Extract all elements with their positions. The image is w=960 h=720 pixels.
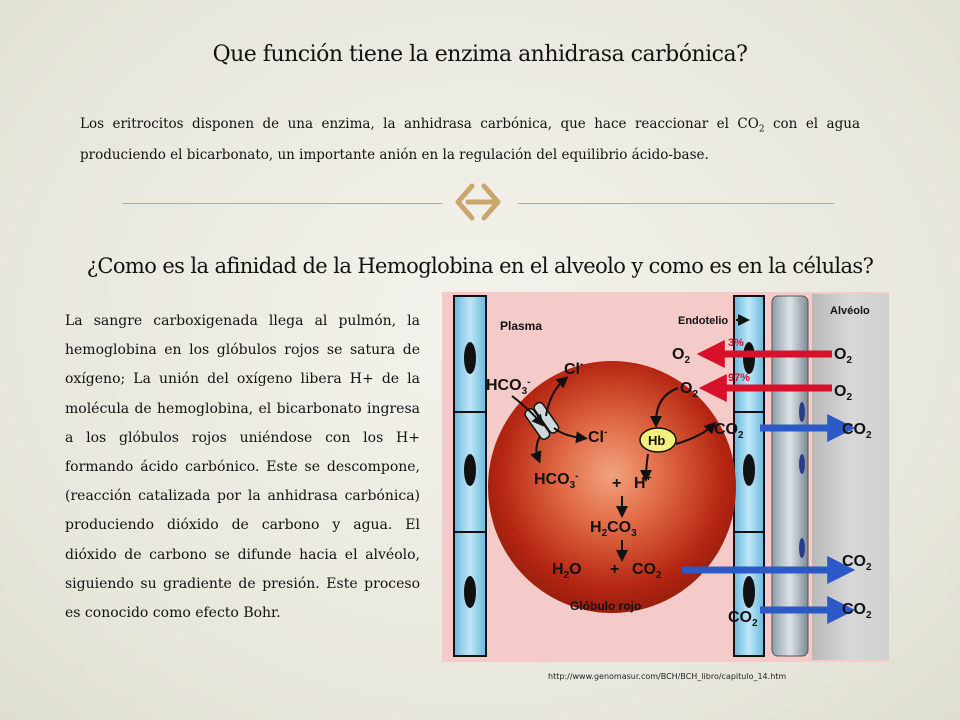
pct-97-label: 97%: [728, 372, 751, 384]
source-credit: http://www.genomasur.com/BCH/BCH_libro/capitulo_14.htm: [548, 672, 787, 681]
co2-alveolo-1: $CO_2$: [842, 421, 872, 441]
co2-alveolo-3: $CO_2$: [842, 601, 872, 621]
pct-3-label: 3%: [728, 337, 744, 349]
h2o: $H_2O$: [552, 561, 582, 581]
para1-part-a: Los eritrocitos disponen de una enzima, la anhidrasa carbónica, que hace reaccionar el CO: [80, 116, 759, 132]
co2-cell-bottom: $CO_2$: [632, 561, 662, 581]
section-title: ¿Como es la afinidad de la Hemoglobina en el alveolo y como es en la células?: [86, 254, 874, 278]
divider-left: [122, 203, 442, 204]
co2-cell-top: $CO_2$: [714, 421, 744, 441]
para1-part-b: con el agua produciendo el bicarbonato, un importante anión en la regulación del equilibrio ácido-base.: [80, 116, 860, 163]
plus-2: +: [610, 561, 620, 578]
h-plus: H+: [634, 473, 652, 492]
h2co3: $H_2CO_3$: [590, 519, 637, 539]
paragraph-anhidrasa: [80, 112, 860, 168]
plasma-label: Plasma: [500, 319, 543, 333]
o2-alveolo-1: $O_2$: [834, 346, 853, 366]
co2-plasma-bottom: $CO_2$: [728, 609, 758, 629]
cl-plasma: Cl-: [564, 359, 584, 378]
plus-1: +: [612, 475, 622, 492]
globulo-rojo-label: Glóbulo rojo: [570, 599, 642, 613]
gas-exchange-diagram: [442, 292, 889, 662]
ornament-icon: [446, 180, 514, 224]
divider-right: [518, 203, 834, 204]
co2-alveolo-2: $CO_2$: [842, 553, 872, 573]
paragraph-bohr: La sangre carboxigenada llega al pulmón, la hemoglobina en los glóbulos rojos se satura de oxígeno; La unión del oxígeno libera H+ de la molécula de hemoglobina, el bicarbonato ingresa a los glóbulos rojos uniéndose con los H+ formando ácido carbónico. Este se descompone, (reacción catalizada por la anhidrasa carbónica) produciendo dióxido de carbono y agua. El dióxido de carbono se difunde hacia el alvéolo, siguiendo su gradiente de presión. Este proceso es conocido como efecto Bohr.: [65, 313, 420, 622]
para1-sub: 2: [758, 124, 765, 135]
o2-alveolo-2: $O_2$: [834, 383, 853, 403]
alveolo-label: Alvéolo: [830, 305, 870, 317]
alveolar-wall: [772, 296, 808, 656]
hco3-plasma: $HCO_3^-$: [486, 377, 531, 397]
page-title: Que función tiene la enzima anhidrasa carbónica?: [212, 42, 748, 67]
cl-cell: Cl-: [588, 427, 608, 446]
o2-cell: $O_2$: [680, 380, 699, 400]
o2-plasma: $O_2$: [672, 346, 691, 366]
endotelio-label: Endotelio: [678, 315, 729, 327]
hco3-cell: $HCO_3^-$: [534, 471, 579, 491]
hb-label: Hb: [648, 433, 666, 448]
